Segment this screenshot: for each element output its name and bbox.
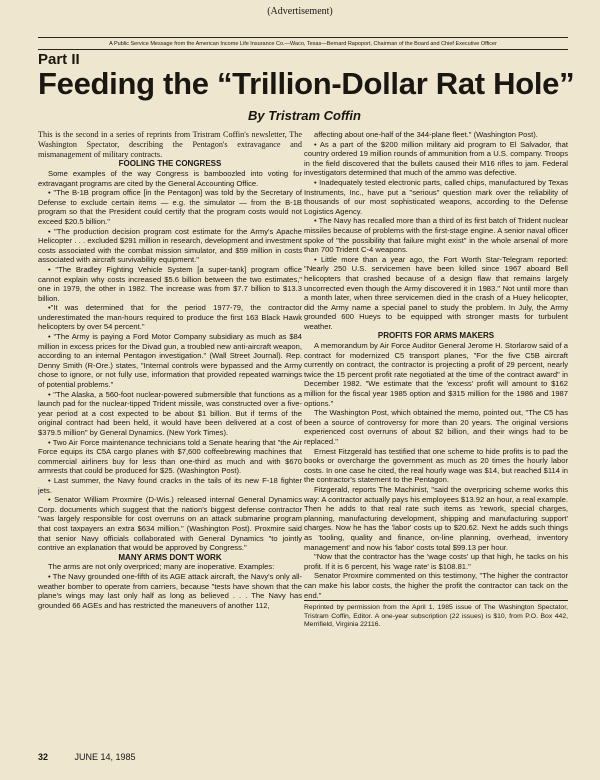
- public-service-message: A Public Service Message from the American Income Life Insurance Co.—Waco, Texas—Bernard Rapoport, Chairman of the Board and Chief Executive Officer: [109, 41, 497, 47]
- paragraph: • "The Alaska, a 560-foot nuclear-powered submersible that functions as a launch pad for the nuclear-tipped Trident missile, was constructed over a five-year period at a cost expected to be about $1 billion. But if terms of the original contract had been held, it would have been delivered at a cost of $379.5 million" by General Dynamics. (New York Times).: [38, 389, 302, 438]
- paragraph: • "The Army is paying a Ford Motor Company subsidiary as much as $84 million in excess prices for the Divad gun, a troubled new anti-aircraft weapon, according to an internal Pentagon investigation." (Wall Street Journal). Rep. Denny Smith (R-Ore.) states, "Internal controls were bypassed and the Army chose to ignore, or not fully use, information that provided repeated warnings of potential problems.": [38, 332, 302, 390]
- part-label: Part II: [38, 51, 80, 68]
- paragraph: The Washington Post, which obtained the memo, pointed out, "The C5 has been a source of controversy for more than 20 years. The original versions experienced cost overruns of about $2 billion, and their wings had to be replaced.": [304, 408, 568, 446]
- paragraph: • "The production decision program cost estimate for the Army's Apache Helicopter . . . excluded $291 million in research, development and investment costs associated with the combat mission simulator, and $59 million in costs associated with aircraft survivability equipment.": [38, 226, 302, 265]
- right-column: [304, 130, 568, 745]
- page-number: 32: [38, 752, 49, 762]
- paragraph: • The Navy grounded one-fifth of its AGE attack aircraft, the Navy's only all-weather bomber to operate from carriers, because "tests have shown that the plane's wings may last only half as long as believed . . . The Navy has grounded 66 AGEs and has restricted the maneuvers of another 112,: [38, 571, 302, 610]
- psm-rule: [38, 49, 568, 50]
- top-rule: [38, 37, 568, 38]
- paragraph: • Two Air Force maintenance technicians told a Senate hearing that "the Air Force equips its C5A cargo planes with $7,600 coffeebrewing machines that commercial airliners buy for less than one-third as much and with $670 armrests that could be produced for $25. (Washington Post).: [38, 437, 302, 476]
- left-column: [38, 130, 302, 745]
- left-paragraphs-2: [38, 562, 302, 610]
- right-paragraphs-1: [304, 130, 568, 331]
- paragraph: Senator Proxmire commented on this testimony, "The higher the contractor can make his labor costs, the higher the profit the contractor can tack on the end.": [304, 571, 568, 600]
- byline: By Tristram Coffin: [248, 108, 361, 123]
- issue-date: JUNE 14, 1985: [74, 752, 136, 762]
- paragraph: • "The B-1B program office [in the Pentagon] was told by the Secretary of Defense to exclude certain items — e.g. the simulator — from the B-1B program so that the President could certify that the program costs would not exceed $20.5 billion.": [38, 188, 302, 226]
- section-heading-fooling: FOOLING THE CONGRESS: [118, 159, 222, 169]
- left-paragraphs-1: [38, 169, 302, 553]
- paragraph: • Last summer, the Navy found cracks in the tails of its new F-18 fighter jets.: [38, 475, 302, 495]
- paragraph: affecting about one-half of the 344-plane fleet." (Washington Post).: [314, 130, 538, 139]
- paragraph: • Inadequately tested electronic parts, called chips, manufactured by Texas Instruments, Inc., have put a "serious" question mark over the reliability of thousands of our most sophisticated weapons, according to the Defense Logistics Agency.: [304, 177, 568, 216]
- paragraph: Fitzgerald, reports The Machinist, "said the overpricing scheme works this way: A contractor actually pays his employees $13.92 an hour, a real example. Then he adds to that real rate such items as 'rework, special charges, planning, manufacturing development, shipping and manufacturing support' charges. Now he has the 'labor' costs up to $20.62. Next he adds such things as 'tooling, quality and finance, on-line planning, overhead, inventory management' and now his 'labor' costs total $99.13 per hour.: [304, 484, 568, 552]
- reprint-credit: Reprinted by permission from the April 1, 1985 issue of The Washington Spectator, Tristram Coffin, Editor. A one-year subscription (22 issues) is $10, from P.O. Box 442, Merrifield, Virginia 22116.: [304, 600, 568, 629]
- headline: Feeding the “Trillion-Dollar Rat Hole”: [38, 66, 575, 101]
- paragraph: •"It was determined that for the period 1977-79, the contractor underestimated the man-hours required to produce the first 163 Black Hawk helicopters by over 54 percent.": [38, 303, 302, 332]
- paragraph: Ernest Fitzgerald has testified that one scheme to hide profits is to pad the books or overcharge the government as much as 20 times the hourly labor costs. In one case he cited, the real hourly wage was $14, but reached $114 in the contractor's statement to the Pentagon.: [304, 446, 568, 485]
- section-heading-profits: PROFITS FOR ARMS MAKERS: [377, 331, 495, 341]
- right-paragraphs-2: [304, 341, 568, 600]
- paragraph: • Senator William Proxmire (D-Wis.) released internal General Dynamics Corp. documents which suggest that the nation's biggest defense contractor "was largely responsible for cost overruns on an attack submarine program that cost taxpayers an extra $634 million." (Washington Post). Proxmire said that senior Navy officials collaborated with General Dynamics "to jointly contrive an explanation that would be approved by Congress.": [38, 495, 302, 553]
- paragraph: • Little more than a year ago, the Fort Worth Star-Telegram reported: "Nearly 250 U.S. servicemen have been killed since 1967 aboard Bell helicopters that crashed because of a design flaw that remains largely uncorrected even though the Army discovered it in 1983." Not until more than a month later, when three servicemen died in the crash of a Huey helicopter, did the Army name a special panel to study the problem. In July, the Army grounded 600 Hueys to be equipped with stronger masts for turbulent weather.: [304, 254, 568, 331]
- paragraph: • As a part of the $200 million military aid program to El Salvador, that country ordered 19 million rounds of ammunition from a U.S. company. Troops in the field discovered that the bullets caused their M16 rifles to jam. Federal investigators determined that much of the ammo was defective.: [304, 139, 568, 178]
- intro-paragraph: This is the second in a series of reprints from Tristram Coffin's newsletter, The Washington Spectator, describing the Pentagon's extravagance and mismanagement of military contracts.: [38, 130, 302, 159]
- advertisement-label: (Advertisement): [267, 6, 333, 17]
- paragraph: Some examples of the way Congress is bamboozled into voting for extravagant programs are cited by the General Accounting Office.: [38, 168, 302, 188]
- paragraph: • The Navy has recalled more than a third of its first batch of Trident nuclear missiles because of problems with the first-stage engine. A senior naval officer spoke of "the possibility that failure might exist" in the whole arsenal of more than 700 Trident C-4 weapons.: [304, 216, 568, 255]
- paragraph: A memorandum by Air Force Auditor General Jerome H. Storlarow said of a contract for modernized C5 transport planes, "For the five C5B aircraft currently on contract, the contractor is projecting a profit of 29 percent, nearly twice the 15 percent profit rate negotiated at the time of the contract award" in December 1982. "We estimate that the 'excess' profit will amount to $162 million for the fiscal year 1985 option and $315 million for the 1986 and 1987 options.": [304, 341, 568, 408]
- paragraph: "Now that the contractor has the 'wage costs' up that high, he tacks on his profit. If it is 6 percent, his 'wage rate' is $108.81.": [304, 552, 568, 571]
- page-footer: [38, 752, 136, 762]
- paragraph: • "The Bradley Fighting Vehicle System [a super-tank] program office cannot explain why costs increased $5.6 billion between the two estimates," one in 1979, the other in 1982. The increase was from $7.7 billion to $13.3 billion.: [38, 264, 302, 303]
- section-heading-arms: MANY ARMS DON'T WORK: [118, 552, 222, 562]
- paragraph: The arms are not only overpriced; many are inoperative. Examples:: [48, 562, 275, 572]
